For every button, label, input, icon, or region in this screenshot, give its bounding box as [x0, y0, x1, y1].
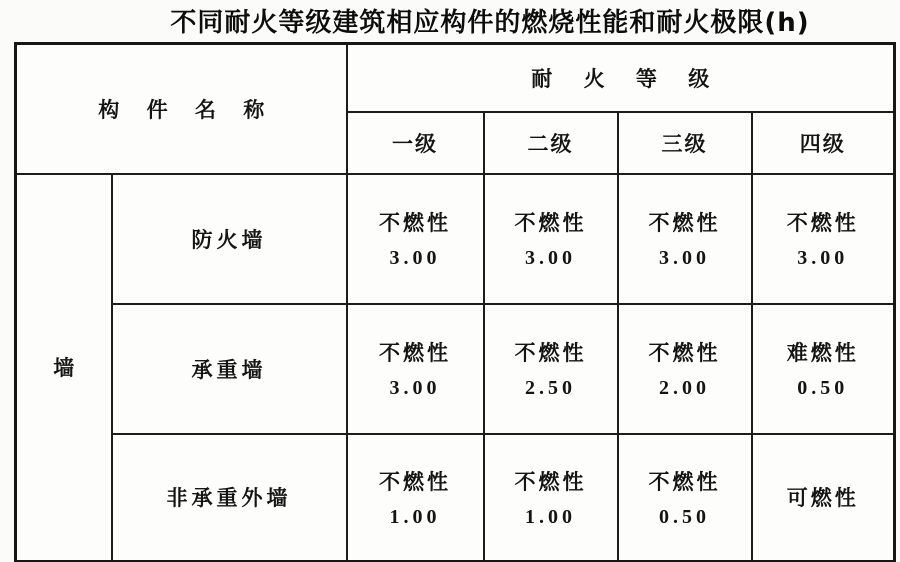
fire-limit-value: 1.00: [525, 505, 576, 528]
table-row: [16, 174, 895, 304]
value-cell: [752, 434, 895, 562]
value-cell: [618, 174, 752, 304]
combustibility-label: 不燃性: [514, 341, 587, 365]
fire-limit-value: 3.00: [659, 247, 710, 269]
combustibility-label: 可燃性: [786, 486, 859, 511]
header-grade-3: 三级: [618, 112, 752, 174]
fire-limit-value: 3.00: [525, 247, 576, 269]
fire-limit-value: 0.50: [797, 377, 849, 399]
fire-limit-value: 2.00: [659, 377, 710, 399]
header-component-name: 构 件 名 称: [16, 44, 347, 174]
table-row: [16, 304, 895, 434]
table-row: [16, 434, 895, 562]
component-cell: 非承重外墙: [112, 434, 347, 562]
combustibility-label: 难燃性: [786, 341, 859, 365]
combustibility-label: 不燃性: [648, 341, 721, 365]
combustibility-label: 不燃性: [786, 211, 859, 235]
value-cell: [484, 304, 618, 434]
value-cell: [752, 174, 895, 304]
fire-limit-value: 3.00: [389, 377, 441, 399]
category-cell-wall: 墙: [16, 174, 112, 562]
header-grade-1: 一级: [347, 112, 484, 174]
component-cell: 防火墙: [112, 174, 347, 304]
combustibility-label: 不燃性: [648, 211, 721, 235]
fire-resistance-table: [14, 42, 896, 562]
combustibility-label: 不燃性: [379, 469, 451, 494]
table-title: 不同耐火等级建筑相应构件的燃烧性能和耐火极限(h): [170, 8, 810, 38]
header-grade-4: 四级: [752, 112, 895, 174]
fire-limit-value: 1.00: [389, 505, 441, 528]
value-cell: [618, 304, 752, 434]
fire-limit-value: 3.00: [389, 247, 441, 269]
combustibility-label: 不燃性: [379, 341, 451, 365]
header-grade-2: 二级: [484, 112, 618, 174]
header-fire-rating-group: 耐 火 等 级: [347, 44, 895, 112]
header-row-group: [16, 44, 895, 112]
fire-limit-value: 3.00: [797, 247, 849, 269]
combustibility-label: 不燃性: [379, 211, 451, 235]
value-cell: [752, 304, 895, 434]
value-cell: [618, 434, 752, 562]
value-cell: [484, 434, 618, 562]
value-cell: [347, 434, 484, 562]
value-cell: [484, 174, 618, 304]
value-cell: [347, 174, 484, 304]
combustibility-label: 不燃性: [514, 211, 587, 235]
value-cell: [347, 304, 484, 434]
component-cell: 承重墙: [112, 304, 347, 434]
combustibility-label: 不燃性: [648, 469, 721, 494]
fire-limit-value: 0.50: [659, 505, 710, 528]
fire-limit-value: 2.50: [525, 377, 576, 399]
combustibility-label: 不燃性: [514, 469, 587, 494]
